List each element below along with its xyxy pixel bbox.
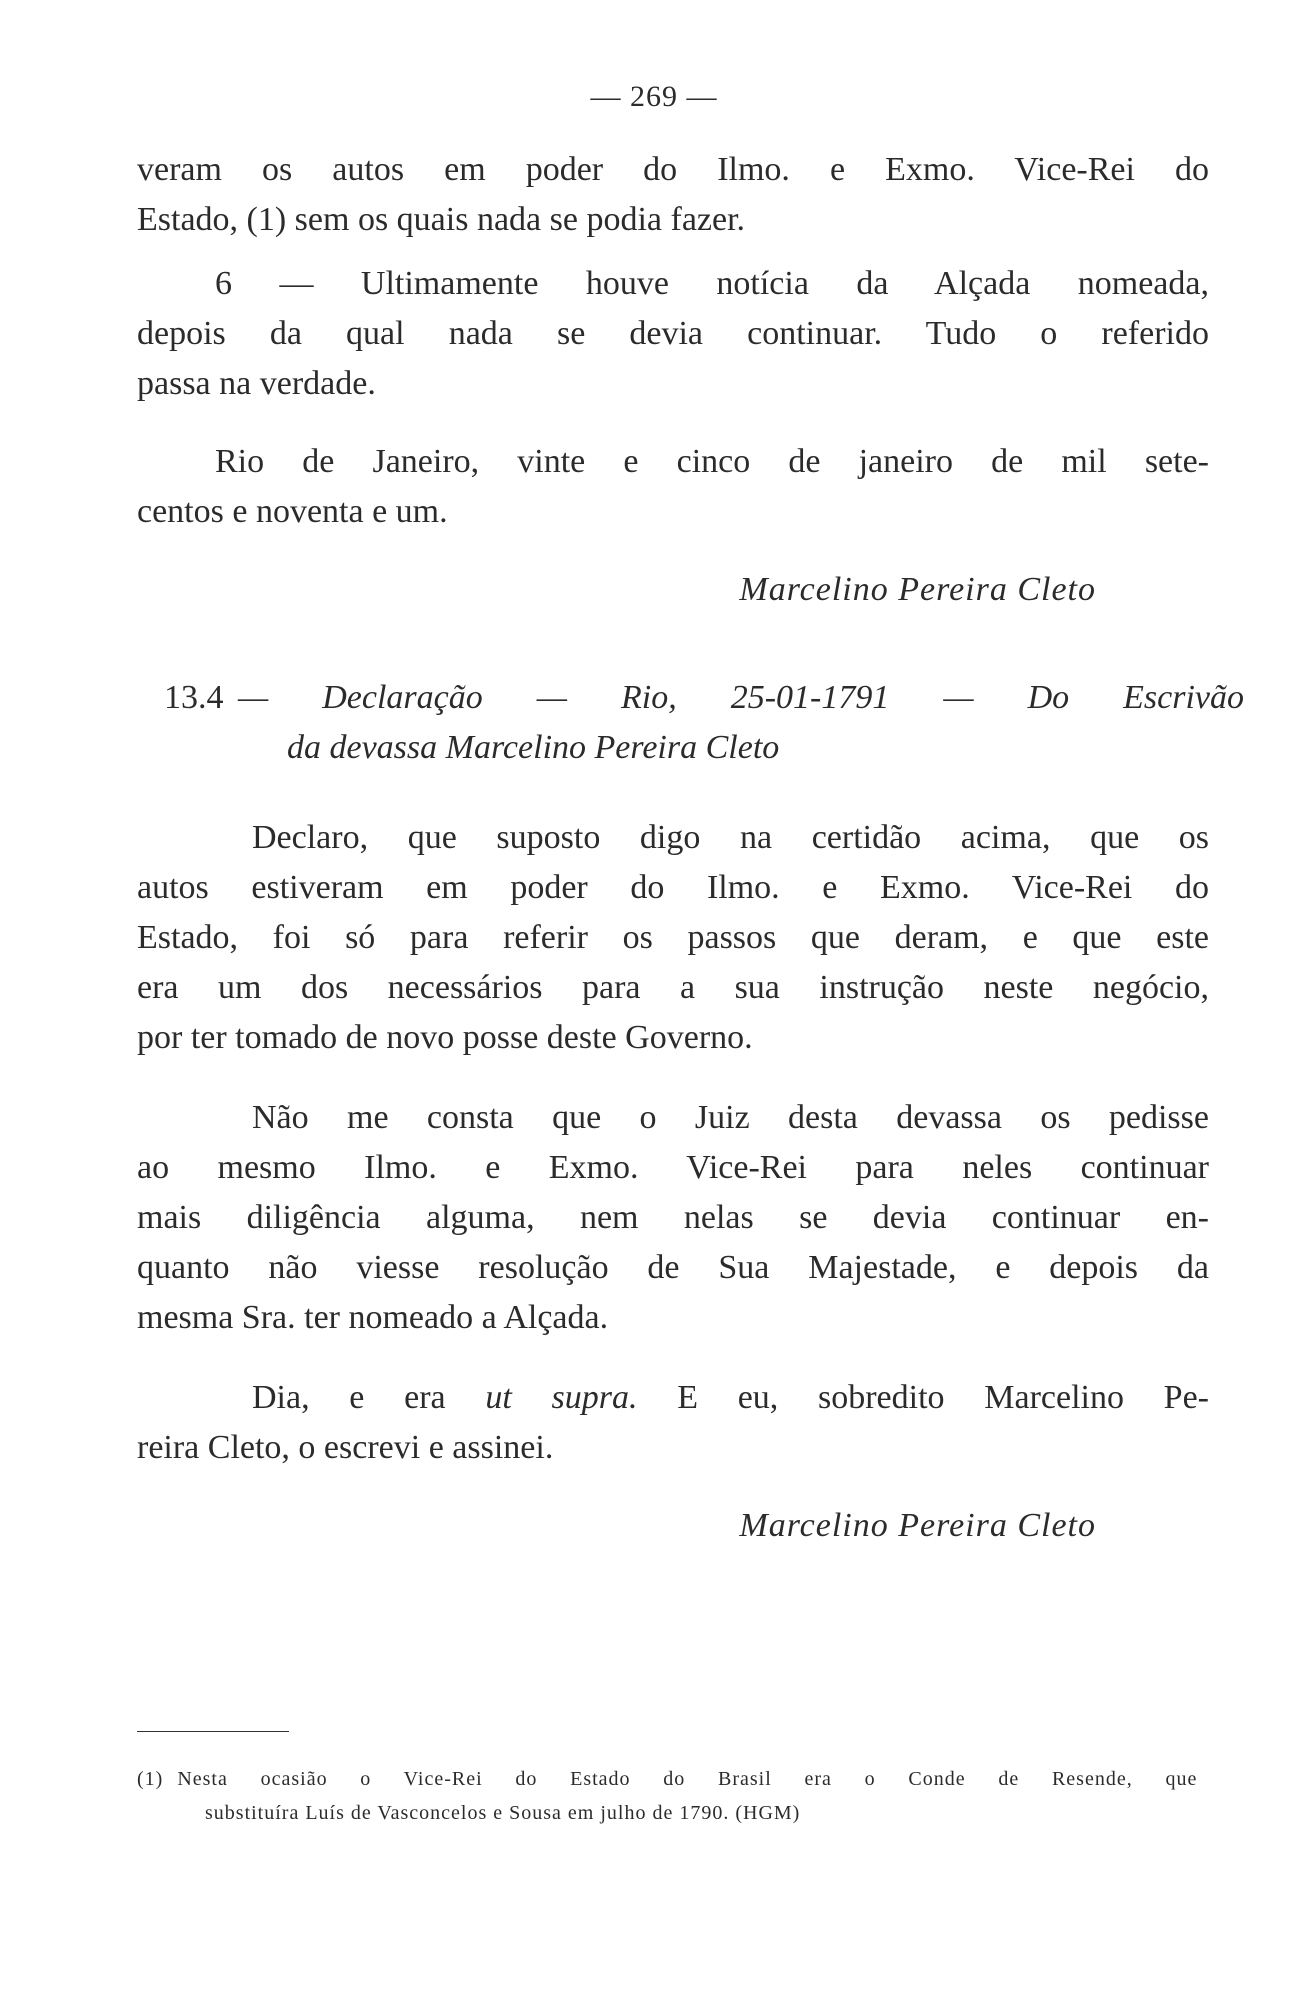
footnote-line: substituíra Luís de Vasconcelos e Sousa em julho de 1790. (HGM) bbox=[205, 1802, 801, 1824]
paragraph-line: mais diligência alguma, nem nelas se devia continuar en- bbox=[137, 1199, 1209, 1236]
paragraph-line bbox=[252, 1378, 1209, 1418]
paragraph-line: autos estiveram em poder do Ilmo. e Exmo. Vice-Rei do bbox=[137, 869, 1209, 906]
page-number: — 269 — bbox=[590, 80, 718, 113]
paragraph-line: depois da qual nada se devia continuar. Tudo o referido bbox=[137, 315, 1209, 352]
footnote-divider bbox=[137, 1731, 289, 1732]
paragraph-line: Não me consta que o Juiz desta devassa os pedisse bbox=[252, 1099, 1209, 1136]
paragraph-text: Dia, e era bbox=[252, 1379, 446, 1416]
paragraph-line: reira Cleto, o escrevi e assinei. bbox=[137, 1429, 554, 1466]
section-number: 13.4 bbox=[164, 679, 224, 716]
paragraph-line: Estado, foi só para referir os passos que deram, e que este bbox=[137, 919, 1209, 956]
paragraph-line: por ter tomado de novo posse deste Governo. bbox=[137, 1019, 753, 1056]
paragraph-line: Declaro, que suposto digo na certidão acima, que os bbox=[252, 819, 1209, 856]
paragraph-line: passa na verdade. bbox=[137, 365, 376, 402]
latin-phrase: ut supra. bbox=[485, 1379, 638, 1416]
footnote-line bbox=[137, 1766, 1209, 1792]
paragraph-text: E eu, sobredito Marcelino Pe- bbox=[677, 1379, 1210, 1416]
signature-name: Marcelino Pereira Cleto bbox=[739, 1507, 1096, 1544]
section-heading-title: — Declaração — Rio, 25-01-1791 — Do Escrivão bbox=[238, 679, 1244, 716]
paragraph-line: Rio de Janeiro, vinte e cinco de janeiro de mil sete- bbox=[215, 443, 1209, 480]
paragraph-line: centos e noventa e um. bbox=[137, 493, 448, 530]
section-heading bbox=[164, 678, 1244, 718]
paragraph-line: era um dos necessários para a sua instrução neste negócio, bbox=[137, 969, 1209, 1006]
signature-name: Marcelino Pereira Cleto bbox=[739, 571, 1096, 608]
paragraph-line: veram os autos em poder do Ilmo. e Exmo. Vice-Rei do bbox=[137, 151, 1209, 188]
paragraph-line: Estado, (1) sem os quais nada se podia fazer. bbox=[137, 201, 746, 238]
footnote-text: Nesta ocasião o Vice-Rei do Estado do Brasil era o Conde de Resende, que bbox=[177, 1768, 1198, 1790]
paragraph-line: mesma Sra. ter nomeado a Alçada. bbox=[137, 1299, 609, 1336]
paragraph-line: ao mesmo Ilmo. e Exmo. Vice-Rei para neles continuar bbox=[137, 1149, 1209, 1186]
paragraph-line: 6 — Ultimamente houve notícia da Alçada nomeada, bbox=[215, 265, 1209, 302]
section-heading-subtitle: da devassa Marcelino Pereira Cleto bbox=[287, 729, 780, 766]
paragraph-line: quanto não viesse resolução de Sua Majestade, e depois da bbox=[137, 1249, 1209, 1286]
footnote-marker: (1) bbox=[137, 1768, 164, 1790]
